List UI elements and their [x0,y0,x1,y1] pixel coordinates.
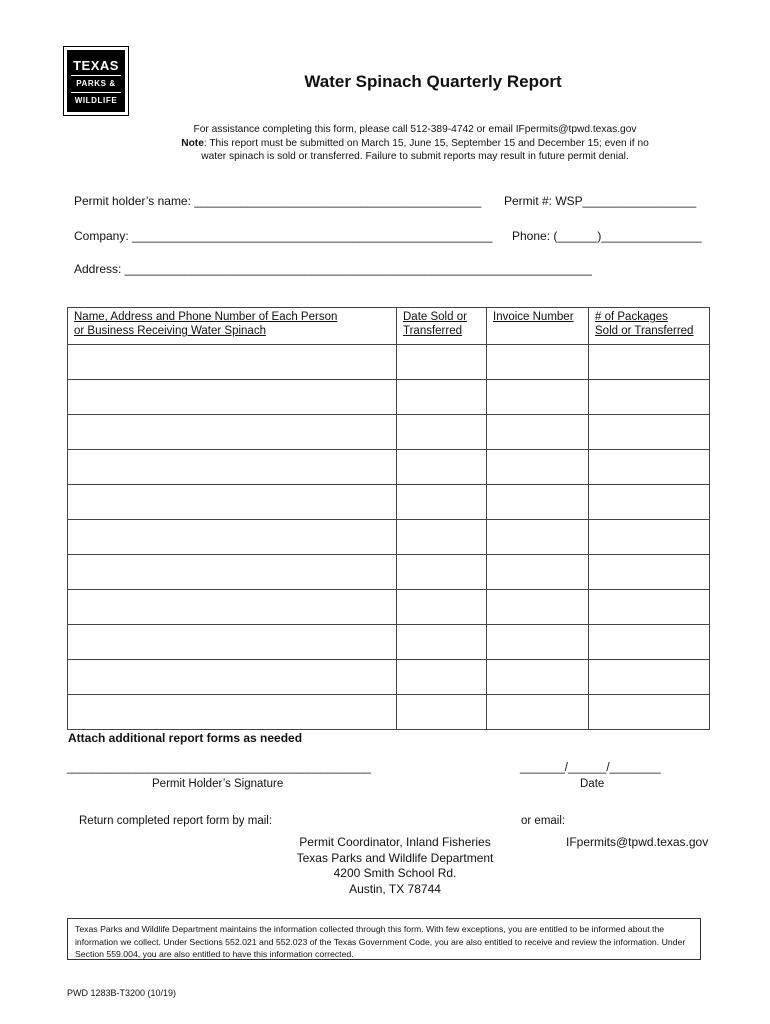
table-cell[interactable] [397,590,487,625]
table-header-row [68,308,710,345]
table-cell[interactable] [68,555,397,590]
table-cell[interactable] [487,415,589,450]
table-cell[interactable] [68,485,397,520]
table-cell[interactable] [397,450,487,485]
page-title: Water Spinach Quarterly Report [304,72,562,91]
table-cell[interactable] [589,450,710,485]
header-line: Date Sold or [403,311,467,323]
signature-field[interactable]: _________________________________________________ [67,762,371,774]
table-cell[interactable] [68,450,397,485]
table-row [68,660,710,695]
note-text: : This report must be submitted on March 15, June 15, September 15 and December 15; even if no [203,137,649,149]
email-label: or email: [521,815,566,827]
table-cell[interactable] [397,520,487,555]
column-header-invoice [487,308,589,345]
header-line: # of Packages [595,311,668,323]
header-line: Name, Address and Phone Number of Each Person [74,311,338,323]
table-row [68,450,710,485]
email-address-link[interactable]: IFpermits@tpwd.texas.gov [566,835,709,849]
table-cell[interactable] [397,485,487,520]
form-id: PWD 1283B-T3200 (10/19) [67,988,177,998]
permit-holder-name-field[interactable]: Permit holder’s name: ___________________________________________ [74,194,482,208]
table-row [68,590,710,625]
table-cell[interactable] [68,625,397,660]
table-cell[interactable] [68,660,397,695]
table-cell[interactable] [589,660,710,695]
table-cell[interactable] [68,380,397,415]
note-line [150,137,680,151]
table-cell[interactable] [487,450,589,485]
logo-text-wildlife: WILDLIFE [74,96,118,105]
assistance-text [150,123,680,164]
header-line: or Business Receiving Water Spinach [74,325,266,337]
column-header-recipient [68,308,397,345]
table-cell[interactable] [397,380,487,415]
date-field[interactable]: _______/______/________ [520,762,661,774]
table-cell[interactable] [487,695,589,730]
table-row [68,485,710,520]
table-row [68,345,710,380]
table-cell[interactable] [397,345,487,380]
table-cell[interactable] [487,485,589,520]
company-field[interactable]: Company: ______________________________________________________ [74,229,493,243]
table-cell[interactable] [589,590,710,625]
table-cell[interactable] [487,555,589,590]
mailing-address [235,835,555,897]
table-cell[interactable] [487,660,589,695]
table-row [68,520,710,555]
address-line: Texas Parks and Wildlife Department [296,850,494,865]
table-row [68,415,710,450]
attach-note: Attach additional report forms as needed [68,731,303,745]
table-cell[interactable] [68,345,397,380]
table-cell[interactable] [589,695,710,730]
note-label: Note [181,137,204,149]
assistance-line: For assistance completing this form, please call 512-389-4742 or email IFpermits@tpwd.texas.gov [193,124,637,135]
table-cell[interactable] [68,590,397,625]
address-line: Permit Coordinator, Inland Fisheries [299,835,491,849]
column-header-date [397,308,487,345]
table-row [68,695,710,730]
logo-text-texas: TEXAS [73,58,119,73]
column-header-packages [589,308,710,345]
header-line: Invoice Number [493,311,574,323]
table-cell[interactable] [68,695,397,730]
table-cell[interactable] [487,380,589,415]
table-cell[interactable] [487,590,589,625]
privacy-notice: Texas Parks and Wildlife Department maintains the information collected through this form. With few exceptions, you are entitled to be informed about the information we collect. Under Sections 552.021 and 552.023 of the Texas Government Code, you are also entitled to receive and review the information. Under Section 559.004, you are also entitled to have this information corrected. [67,918,701,960]
table-cell[interactable] [589,380,710,415]
table-cell[interactable] [487,625,589,660]
recipients-table [67,307,710,730]
table-cell[interactable] [487,520,589,555]
signature-label: Permit Holder’s Signature [152,778,284,790]
address-field[interactable]: Address: ______________________________________________________________________ [74,262,592,276]
address-line: 4200 Smith School Rd. [333,866,457,880]
warning-line: water spinach is sold or transferred. Failure to submit reports may result in future permit denial. [201,151,629,162]
header-line: Transferred [403,325,463,337]
table-cell[interactable] [589,625,710,660]
table-cell[interactable] [589,485,710,520]
table-cell[interactable] [397,415,487,450]
table-cell[interactable] [589,555,710,590]
phone-field[interactable]: Phone: (______)_______________ [512,229,702,243]
permit-number-field[interactable]: Permit #: WSP_________________ [504,194,697,208]
table-cell[interactable] [68,520,397,555]
table-cell[interactable] [397,555,487,590]
table-cell[interactable] [589,345,710,380]
table-row [68,625,710,660]
table-cell[interactable] [487,345,589,380]
logo-divider [71,92,121,93]
table-row [68,555,710,590]
table-cell[interactable] [397,625,487,660]
address-line: Austin, TX 78744 [349,881,441,896]
logo-text-parks: PARKS & [76,79,116,88]
table-cell[interactable] [589,520,710,555]
table-cell[interactable] [589,415,710,450]
date-label: Date [580,778,605,790]
table-cell[interactable] [68,415,397,450]
mail-label: Return completed report form by mail: [79,815,273,827]
header-line: Sold or Transferred [595,325,694,337]
table-cell[interactable] [397,695,487,730]
table-cell[interactable] [397,660,487,695]
table-row [68,380,710,415]
